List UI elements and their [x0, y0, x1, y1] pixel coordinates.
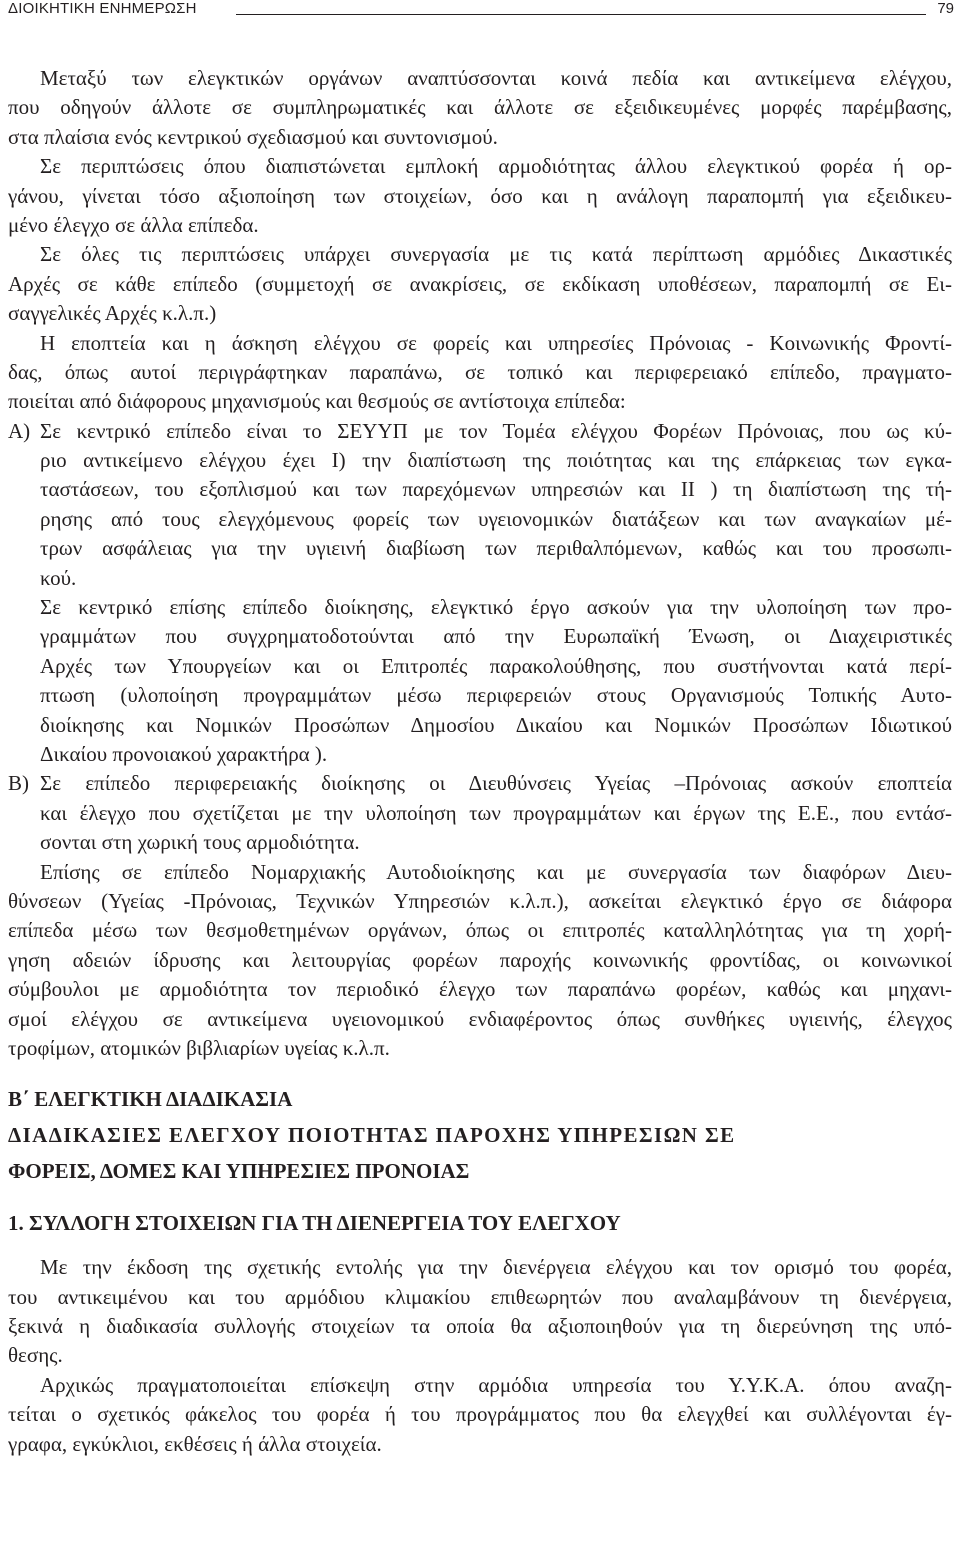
section-subtitle-line-2: ΦΟΡΕΙΣ, ΔΟΜΕΣ ΚΑΙ ΥΠΗΡΕΣΙΕΣ ΠΡΟΝΟΙΑΣ: [8, 1159, 470, 1184]
text-line: Αρχικώς πραγματοποιείται επίσκεψη στην αρμόδια υπηρεσία του Υ.Υ.Κ.Α. όπου αναζη-: [40, 1372, 952, 1397]
subsection-heading: 1. ΣΥΛΛΟΓΗ ΣΤΟΙΧΕΙΩΝ ΓΙΑ ΤΗ ΔΙΕΝΕΡΓΕΙΑ ΤΟΥ ΕΛΕΓΧΟΥ: [8, 1211, 621, 1236]
page-number: 79: [937, 0, 954, 17]
text-line: πτωση (υλοποίηση προγραμμάτων μέσω περιφερειών στους Οργανισμούς Τοπικής Αυτο-: [40, 683, 952, 708]
text-line: και έλεγχο που σχετίζεται με την υλοποίηση των προγραμμάτων και έργων της Ε.Ε., που εντάσ-: [40, 800, 952, 825]
section-heading: Β΄ ΕΛΕΓΚΤΙΚΗ ΔΙΑΔΙΚΑΣΙΑ: [8, 1087, 293, 1112]
text-line: Σε κεντρικό επίσης επίπεδο διοίκησης, ελεγκτικό έργο ασκούν για την υλοποίηση των προ-: [40, 595, 952, 620]
text-line: ριο αντικείμενο ελέγχου έχει Ι) την διαπίστωση της ποιότητας και της επάρκειας των εγκα-: [40, 448, 952, 473]
running-title: ΔΙΟΙΚΗΤΙΚΗ ΕΝΗΜΕΡΩΣΗ: [8, 0, 201, 17]
list-label-b: Β): [8, 771, 29, 796]
body-text: [8, 64, 952, 1459]
text-line: επίπεδα μέσω των θεσμοθετημένων οργάνων, όπως οι επιτροπές καταλληλότητας για τη χορή-: [8, 918, 952, 943]
text-line: Σε κεντρικό επίπεδο είναι το ΣΕΥΥΠ με τον Τομέα ελέγχου Φορέων Πρόνοιας, που ως κύ-: [40, 418, 952, 443]
text-line: που οδηγούν άλλοτε σε συμπληρωματικές και άλλοτε σε εξειδικευμένες μορφές παρέμβασης,: [8, 95, 952, 120]
text-line: τροφίμων, ατομικών βιβλιαρίων υγείας κ.λ.π.: [8, 1035, 390, 1060]
list-label-a: Α): [8, 418, 31, 443]
text-line: θύνσεων (Υγείας -Πρόνοιας, Τεχνικών Υπηρεσιών κ.λ.π.), ασκείται ελεγκτικό έργο σε διάφορα: [8, 888, 952, 913]
running-header: [8, 0, 960, 26]
header-rule: [236, 14, 926, 15]
text-line: μένο έλεγχο σε άλλα επίπεδα.: [8, 212, 259, 237]
text-line: γάνου, γίνεται τόσο αξιοποίηση των στοιχείων, όσο και η ανάλογη παραπομπή για εξειδικευ-: [8, 183, 952, 208]
text-line: Σε όλες τις περιπτώσεις υπάρχει συνεργασία με τις κατά περίπτωση αρμόδιες Δικαστικές: [40, 242, 952, 267]
text-line: γραφα, εγκύκλιοι, εκθέσεις ή άλλα στοιχεία.: [8, 1431, 382, 1456]
text-line: τρων ασφάλειας για την υγιεινή διαβίωση των περιθαλπόμενων, καθώς και του προσωπι-: [40, 536, 952, 561]
spacer: [8, 1189, 952, 1205]
text-line: τείται ο σχετικός φάκελος του φορέα ή του προγράμματος που θα ελεγχθεί και συλλέγονται έγ-: [8, 1402, 952, 1427]
text-line: Επίσης σε επίπεδο Νομαρχιακής Αυτοδιοίκησης και με συνεργασία των διαφόρων Διευ-: [40, 859, 952, 884]
text-line: κού.: [40, 565, 77, 590]
text-line: ποιείται από διάφορους μηχανισμούς και θεσμούς σε αντίστοιχα επίπεδα:: [8, 389, 626, 414]
text-line: Με την έκδοση της σχετικής εντολής για την διενέργεια ελέγχου και τον ορισμό του φορέα,: [40, 1255, 952, 1280]
text-line: στα πλαίσια ενός κεντρικού σχεδιασμού και συντονισμού.: [8, 124, 498, 149]
text-line: σονται στη χωρική τους αρμοδιότητα.: [40, 830, 360, 855]
text-line: Αρχές σε κάθε επίπεδο (συμμετοχή σε ανακρίσεις, σε εκδίκαση υποθέσεων, παραπομπή σε Ει-: [8, 271, 952, 296]
text-line: του αντικειμένου και του αρμόδιου κλιμακίου επιθεωρητών που αναλαμβάνουν τη διενέργεια,: [8, 1284, 952, 1309]
list-item-b-first-line: [8, 769, 952, 798]
text-line: γραμμάτων που συγχρηματοδοτούνται από την Ευρωπαϊκή Ένωση, οι Διαχειριστικές: [40, 624, 952, 649]
text-line: δας, όπως αυτοί περιγράφτηκαν παραπάνω, σε τοπικό και περιφερειακό επίπεδο, πραγματο-: [8, 359, 952, 384]
spacer: [8, 1063, 952, 1081]
text-line: Δικαίου προνοιακού χαρακτήρα ).: [40, 741, 328, 766]
text-line: Σε περιπτώσεις όπου διαπιστώνεται εμπλοκή αρμοδιότητας άλλου ελεγκτικού φορέα ή ορ-: [40, 154, 952, 179]
text-line: Σε επίπεδο περιφερειακής διοίκησης οι Διευθύνσεις Υγείας –Πρόνοιας ασκούν εποπτεία: [40, 771, 952, 796]
text-line: διοίκησης και Νομικών Προσώπων Δημοσίου Δικαίου και Νομικών Προσώπων Ιδιωτικού: [40, 712, 952, 737]
list-item-a-first-line: [8, 417, 952, 446]
text-line: Αρχές των Υπουργείων και οι Επιτροπές παρακολούθησης, που συστήνονται κατά περί-: [40, 653, 952, 678]
text-line: Η εποπτεία και η άσκηση ελέγχου σε φορείς και υπηρεσίες Πρόνοιας - Κοινωνικής Φροντί-: [40, 330, 952, 355]
text-line: σμοί ελέγχου σε αντικείμενα υγειονομικού ενδιαφέροντος όπως συνθήκες υγιεινής, έλεγχος: [8, 1006, 952, 1031]
text-line: ταστάσεων, του εξοπλισμού και των παρεχόμενων υπηρεσιών και ΙΙ ) τη διαπίστωση της τή-: [40, 477, 952, 502]
text-line: γηση αδειών ίδρυσης και λειτουργίας φορέων παροχής κοινωνικής φροντίδας, οι κοινωνικοί: [8, 947, 952, 972]
section-subtitle-line-1: ΔΙΑΔΙΚΑΣΙΕΣ ΕΛΕΓΧΟΥ ΠΟΙΟΤΗΤΑΣ ΠΑΡΟΧΗΣ ΥΠΗΡΕΣΙΩΝ ΣΕ: [8, 1123, 736, 1148]
text-line: σύμβουλοι με αρμοδιότητα τον περιοδικό έλεγχο των παραπάνω φορέων, καθώς και μηχανι-: [8, 977, 952, 1002]
spacer: [8, 1241, 952, 1253]
text-line: Μεταξύ των ελεγκτικών οργάνων αναπτύσσονται κοινά πεδία και αντικείμενα ελέγχου,: [40, 66, 952, 90]
text-line: ρησης από τους ελεγχόμενους φορείς των υγειονομικών διατάξεων και των αναγκαίων μέ-: [40, 506, 952, 531]
text-line: ξεκινά η διαδικασία συλλογής στοιχείων τα οποία θα αξιοποιηθούν για τη διερεύνηση της υπό-: [8, 1314, 952, 1339]
text-line: θεσης.: [8, 1343, 63, 1368]
text-line: σαγγελικές Αρχές κ.λ.π.): [8, 301, 217, 326]
